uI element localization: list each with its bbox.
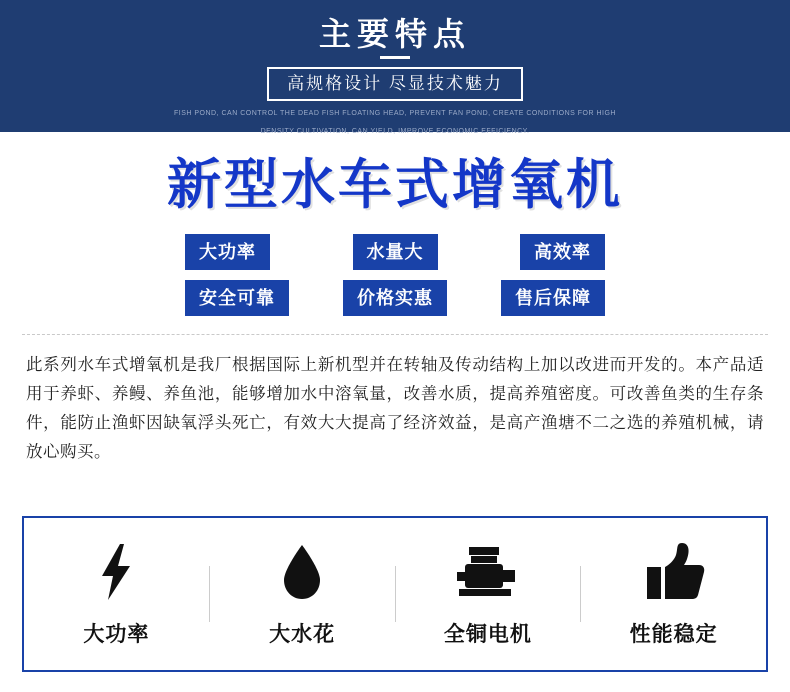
feature-tag: 大功率 [185,234,270,270]
lightning-icon [24,540,209,604]
feature-tag: 售后保障 [501,280,605,316]
title-underline [380,56,410,59]
feature-tag: 高效率 [520,234,605,270]
feature-tag: 安全可靠 [185,280,289,316]
thumbs-up-icon [581,540,766,604]
feature-tag: 价格实惠 [343,280,447,316]
motor-icon [396,540,581,604]
feature-tag-row-1 [185,234,605,270]
feature-item-motor [396,540,581,648]
product-description: 此系列水车式增氧机是我厂根据国际上新机型并在转轴及传动结构上加以改进而开发的。本产品适用于养虾、养鳗、养鱼池，能够增加水中溶氧量，改善水质，提高养殖密度。可改善鱼类的生存条件，能防止渔虾因缺氧浮头死亡，有效大大提高了经济效益，是高产渔塘不二之选的养殖机械，请放心购买。 [26,356,764,461]
feature-item-label: 全铜电机 [443,623,532,646]
feature-item-water [210,540,395,648]
water-drop-icon [210,540,395,604]
banner-subtitle: 高规格设计 尽显技术魅力 [267,67,523,101]
feature-item-stability [581,540,766,648]
banner-title: 主要特点 [318,16,471,52]
feature-item-label: 大功率 [83,623,150,646]
feature-tag-list [185,234,605,316]
section-divider [22,334,768,335]
banner-english-line-1: FISH POND, CAN CONTROL THE DEAD FISH FLOATING HEAD, PREVENT FAN POND, CREATE CONDITIONS FOR HIGH [174,110,616,117]
feature-tag: 水量大 [353,234,438,270]
product-headline: 新型水车式增氧机 [167,155,623,215]
feature-item-label: 性能稳定 [629,623,718,646]
feature-tag-row-2 [185,280,605,316]
banner-subtitle-wrap [0,67,790,101]
banner-english-line-2: DENSITY CULTIVATION, CAN YIELD, IMPROVE ECONOMIC EFFICIENCY. [260,128,530,135]
feature-item-power [24,540,209,648]
top-banner [0,0,790,135]
feature-highlight-box [22,516,768,672]
feature-item-label: 大水花 [269,623,336,646]
